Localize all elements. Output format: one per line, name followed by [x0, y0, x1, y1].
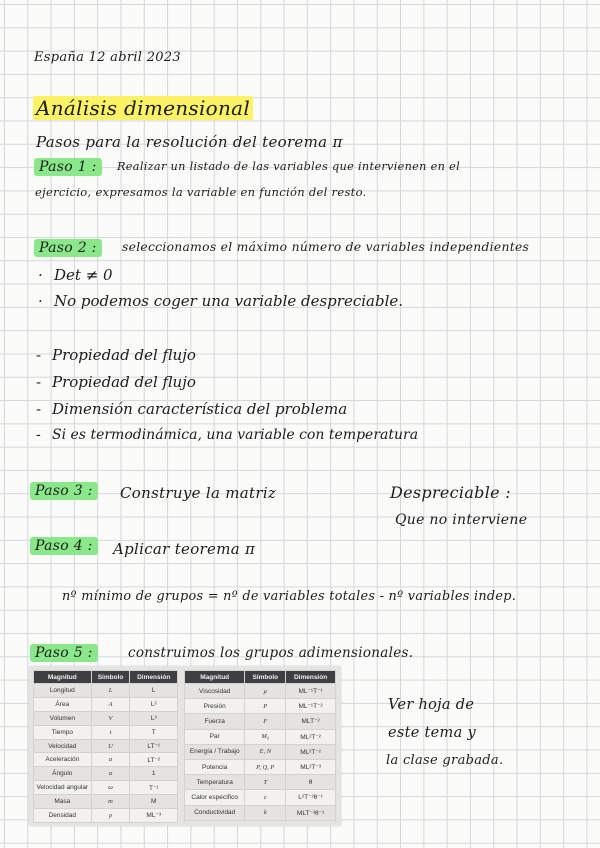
dimension-cell: ML²T⁻²: [286, 744, 336, 759]
dimension-cell: 1: [130, 767, 178, 781]
margin-note-line: Ver hoja de: [388, 697, 475, 713]
criteria-item: [36, 346, 196, 364]
table-row: [34, 767, 178, 781]
table-row: [34, 739, 178, 753]
paso-2-label: [34, 240, 102, 256]
table-row: [185, 729, 336, 744]
dimension-cell: M: [130, 795, 178, 809]
symbol-cell: t: [91, 725, 130, 739]
dimension-cell: T: [130, 725, 178, 739]
column-header: Símbolo: [245, 671, 286, 684]
paso-3-label: [30, 483, 98, 499]
side-note-line-1: Despreciable :: [390, 483, 511, 502]
table-row: [34, 795, 178, 809]
bullet-dot-icon: ·: [38, 266, 43, 284]
paso-3-label-text: Paso 3 :: [30, 482, 98, 500]
paso-5-label-text: Paso 5 :: [30, 644, 98, 662]
side-note-line-2: Que no interviene: [395, 512, 528, 528]
magnitude-cell: Aceleración: [34, 753, 92, 767]
table-row: [34, 725, 178, 739]
symbol-cell: F: [245, 714, 286, 729]
symbol-cell: P, Q, P: [245, 759, 286, 774]
dimension-cell: ML⁻¹T⁻¹: [286, 684, 336, 699]
paso-1-label: [34, 159, 102, 175]
paso-4-text: Aplicar teorema π: [113, 540, 256, 558]
symbol-cell: M₀: [245, 729, 286, 744]
magnitude-cell: Longitud: [34, 684, 92, 698]
dimension-cell: ML²T⁻³: [286, 759, 336, 774]
dimension-cell: L²: [130, 697, 178, 711]
magnitude-cell: Densidad: [34, 809, 92, 823]
bullet-dash-icon: -: [36, 400, 42, 418]
magnitude-cell: Energía / Trabajo: [185, 744, 245, 759]
symbol-cell: μ: [245, 684, 286, 699]
dimension-cell: ML⁻¹T⁻²: [286, 699, 336, 714]
condition-item: [38, 292, 403, 310]
dimension-cell: MLT⁻³θ⁻¹: [286, 805, 336, 820]
groups-formula: nº mínimo de grupos = nº de variables totales - nº variables indep.: [62, 589, 517, 604]
magnitude-cell: Tiempo: [34, 725, 92, 739]
column-header: Magnitud: [34, 671, 92, 684]
table-header-row: [185, 671, 336, 684]
table-row: [185, 684, 336, 699]
magnitude-cell: Ángulo: [34, 767, 92, 781]
dimension-cell: L²T⁻²θ⁻¹: [286, 790, 336, 805]
column-header: Dimensión: [286, 671, 336, 684]
dimension-cell: LT⁻²: [130, 753, 178, 767]
condition-item: [38, 266, 113, 284]
magnitude-cell: Área: [34, 697, 92, 711]
symbol-cell: U: [91, 739, 130, 753]
magnitude-cell: Potencia: [185, 759, 245, 774]
dimensions-table-left: [33, 670, 178, 823]
table-row: [185, 744, 336, 759]
criteria-item: [36, 400, 347, 418]
magnitude-cell: Volumen: [34, 711, 92, 725]
symbol-cell: A: [91, 697, 130, 711]
bullet-dash-icon: -: [36, 427, 41, 443]
magnitude-cell: Velocidad angular: [34, 781, 92, 795]
date-line: España 12 abril 2023: [34, 50, 181, 65]
paso-4-label-text: Paso 4 :: [30, 537, 98, 555]
paso-3-text: Construye la matriz: [120, 484, 277, 502]
paso-2-text: seleccionamos el máximo número de variables independientes: [122, 240, 530, 254]
dimensions-table-image: [29, 666, 341, 826]
bullet-dash-icon: -: [36, 373, 42, 391]
criteria-item: [36, 373, 196, 391]
symbol-cell: L: [91, 684, 130, 698]
dimension-cell: MLT⁻²: [286, 714, 336, 729]
table-row: [185, 714, 336, 729]
magnitude-cell: Masa: [34, 795, 92, 809]
criteria-text: Propiedad del flujo: [52, 346, 196, 364]
table-row: [34, 697, 178, 711]
condition-text: No podemos coger una variable despreciable.: [54, 292, 404, 310]
paso-5-label: [30, 645, 98, 661]
subtitle: Pasos para la resolución del teorema π: [36, 133, 343, 151]
magnitude-cell: Viscosidad: [185, 684, 245, 699]
dimension-cell: ML⁻³: [130, 809, 178, 823]
magnitude-cell: Par: [185, 729, 245, 744]
table-body: [34, 684, 178, 823]
symbol-cell: ω: [91, 781, 130, 795]
page-title: [33, 96, 253, 120]
criteria-text: Propiedad del flujo: [52, 373, 196, 391]
paso-1-line-2: ejercicio, expresamos la variable en función del resto.: [35, 185, 367, 199]
table-header-row: [34, 671, 178, 684]
condition-text: Det ≠ 0: [54, 266, 113, 284]
column-header: Símbolo: [91, 671, 130, 684]
table-row: [34, 753, 178, 767]
criteria-item: [36, 427, 418, 443]
dimension-cell: ML²T⁻²: [286, 729, 336, 744]
dimension-cell: L³: [130, 711, 178, 725]
paso-1-label-text: Paso 1 :: [34, 158, 102, 176]
paso-4-label: [30, 538, 98, 554]
table-row: [34, 809, 178, 823]
paso-5-text: construimos los grupos adimensionales.: [128, 645, 414, 661]
symbol-cell: a: [91, 753, 130, 767]
margin-note-line: la clase grabada.: [386, 753, 504, 768]
symbol-cell: ρ: [91, 809, 130, 823]
magnitude-cell: Calor específico: [185, 790, 245, 805]
dimensions-table-right: [184, 670, 336, 821]
magnitude-cell: Presión: [185, 699, 245, 714]
symbol-cell: E, N: [245, 744, 286, 759]
dimension-cell: T⁻¹: [130, 781, 178, 795]
magnitude-cell: Conductividad: [185, 805, 245, 820]
magnitude-cell: Velocidad: [34, 739, 92, 753]
table-row: [34, 684, 178, 698]
magnitude-cell: Fuerza: [185, 714, 245, 729]
dimension-cell: L: [130, 684, 178, 698]
table-row: [185, 790, 336, 805]
bullet-dash-icon: -: [36, 346, 42, 364]
paso-1-line-1: Realizar un listado de las variables que intervienen en el: [117, 160, 460, 173]
table-row: [185, 759, 336, 774]
criteria-text: Dimensión característica del problema: [52, 400, 348, 418]
symbol-cell: m: [91, 795, 130, 809]
column-header: Magnitud: [185, 671, 245, 684]
table-body: [185, 684, 336, 821]
column-header: Dimensión: [130, 671, 178, 684]
paso-2-label-text: Paso 2 :: [34, 239, 102, 257]
margin-note-line: este tema y: [388, 725, 476, 741]
table-row: [34, 781, 178, 795]
dimension-cell: θ: [286, 775, 336, 790]
symbol-cell: P: [245, 699, 286, 714]
magnitude-cell: Temperatura: [185, 775, 245, 790]
table-row: [34, 711, 178, 725]
symbol-cell: T: [245, 775, 286, 790]
symbol-cell: c: [245, 790, 286, 805]
dimension-cell: LT⁻¹: [130, 739, 178, 753]
symbol-cell: α: [91, 767, 130, 781]
table-row: [185, 775, 336, 790]
table-row: [185, 805, 336, 820]
symbol-cell: k: [245, 805, 286, 820]
bullet-dot-icon: ·: [38, 292, 43, 310]
symbol-cell: V: [91, 711, 130, 725]
table-row: [185, 699, 336, 714]
page-title-text: Análisis dimensional: [33, 96, 253, 120]
criteria-text: Si es termodinámica, una variable con temperatura: [52, 427, 419, 443]
